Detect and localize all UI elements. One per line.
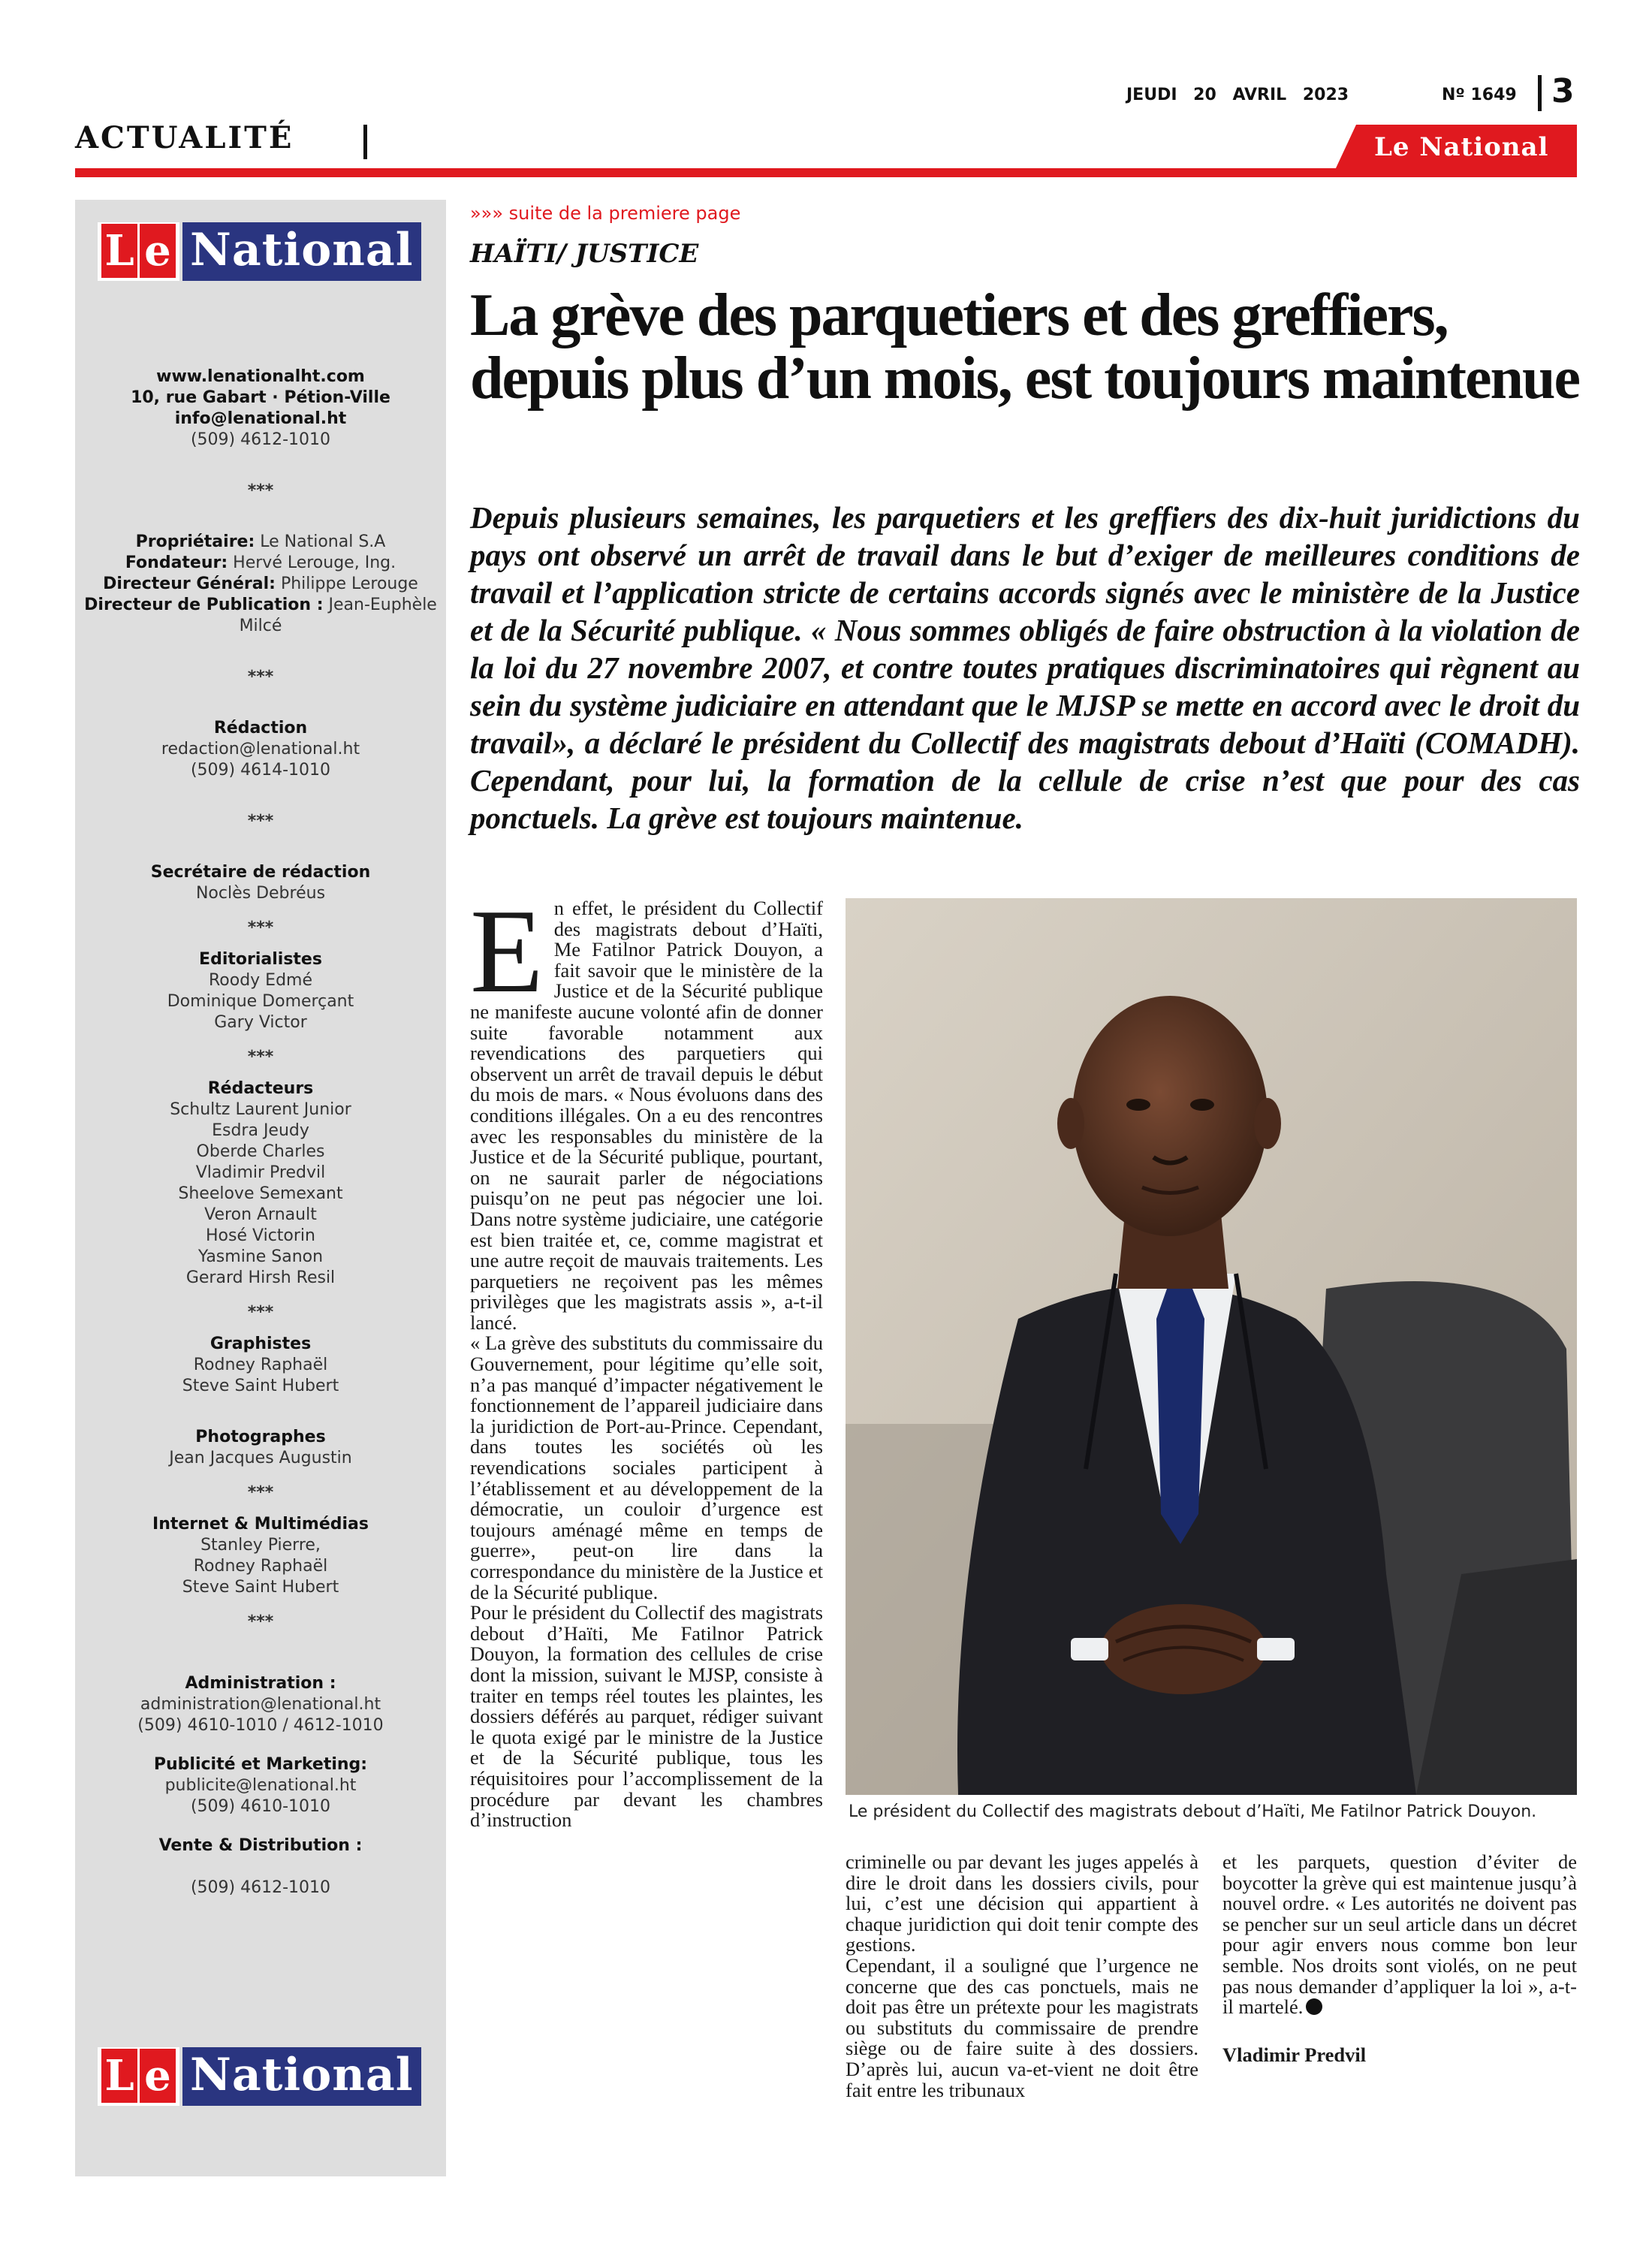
article-headline: La grève des parquetiers et des greffiers, depuis plus d’un mois, est toujours maintenue bbox=[470, 282, 1579, 412]
separator-stars: *** bbox=[247, 812, 274, 831]
issue-number: Nº 1649 bbox=[1442, 86, 1517, 104]
phone: (509) 4612-1010 bbox=[190, 430, 331, 449]
photographes-block: Photographes Jean Jacques Augustin bbox=[169, 1428, 352, 1467]
secretaire-block: Secrétaire de rédaction Noclès Debréus bbox=[150, 863, 371, 903]
drop-cap: E bbox=[470, 884, 544, 1018]
separator-stars: *** bbox=[247, 1483, 274, 1502]
logo-letter: L bbox=[101, 224, 137, 278]
header-separator bbox=[1538, 75, 1542, 111]
brand-name: Le National bbox=[1374, 132, 1549, 162]
photo-caption: Le président du Collectif des magistrats debout d’Haïti, Me Fatilnor Patrick Douyon. bbox=[849, 1802, 1537, 1821]
internet-block: Internet & Multimédias Stanley Pierre, Rodney Raphaël Steve Saint Hubert bbox=[152, 1515, 369, 1597]
masthead-sidebar bbox=[75, 200, 446, 2176]
paragraph: Pour le président du Collectif des magistrats debout d’Haïti, Me Fatilnor Patrick Douyon, la formation des cellules de crise dont la mission, suivant le MJSP, consiste à traiter en temps réel toutes les plaintes, les dossiers déférés au parquet, rédiger suivant le quota exigé par le ministre de la Justice et de la Sécurité publique, tous les réquisitoires pour l’accomplissement de la procédure par devant les chambres d’instruction bbox=[470, 1601, 823, 1832]
paragraph: criminelle ou par devant les juges appelés à dire le droit dans les dossiers civils, pour lui, c’est une décision qui appartient à chaque juridiction qui doit tenir compte des gestions. bbox=[846, 1850, 1198, 1956]
article-byline: Vladimir Predvil bbox=[1222, 2043, 1367, 2066]
logo-letter: e bbox=[140, 224, 176, 278]
editorialistes-block: Editorialistes Roody Edmé Dominique Domerçant Gary Victor bbox=[167, 950, 354, 1032]
email-link[interactable]: info@lenational.ht bbox=[174, 409, 347, 428]
separator-stars: *** bbox=[247, 481, 274, 500]
paragraph: En effet, le président du Collectif des magistrats debout d’Haïti, Me Fatilnor Patrick Douyon, a fait savoir que le ministère de la Justice et de la Sécurité publique ne manifeste aucune volonté afin de donner suite favorable notamment aux revendications des parquetiers qui observent un arrêt de travail depuis le début du mois de mars. « Nous évoluons dans des conditions illégales. On a eu des rencontres avec les responsables du ministère de la Justice et de la Sécurité publique, pourtant, on ne saurait parler de négociations puisqu’on ne peut pas négocier une loi. Dans notre système judiciaire, une catégorie est bien traitée et, ce, comme magistrat et une autre reçoit de mauvais traitements. Les parquetiers ne reçoivent pas les mêmes privilèges que les magistrats assis », a-t-il lancé. bbox=[470, 884, 823, 1334]
end-mark-icon bbox=[1306, 1998, 1322, 2015]
publicite-block: Publicité et Marketing: publicite@lenational.ht (509) 4610-1010 bbox=[75, 1754, 446, 1817]
website-link[interactable]: www.lenationalht.com bbox=[156, 367, 365, 386]
article-lead: Depuis plusieurs semaines, les parquetiers et les greffiers des dix-huit juridictions du pays ont observé un arrêt de travail dans le but d’exiger de meilleures conditions de travail et l’application stricte de certains accords signés avec le ministère de la Justice et de la Sécurité publique. « Nous sommes obligés de faire obstruction à la violation de la loi du 27 novembre 2007, et contre toutes pratiques discriminatoires qui règnent au sein du système judiciaire en attendant que le MJSP se mette en accord avec le droit du travail», a déclaré le président du Collectif des magistrats debout d’Haïti (COMADH). Cependant, pour lui, la formation de la cellule de crise n’est que pour des cas ponctuels. La grève est toujours maintenue. bbox=[470, 500, 1580, 835]
email-link[interactable]: redaction@lenational.ht bbox=[161, 740, 360, 759]
article-column-2 bbox=[846, 1852, 1198, 2101]
address: 10, rue Gabart · Pétion-Ville bbox=[131, 388, 390, 407]
logo-letter: L bbox=[101, 2049, 137, 2103]
page-number: 3 bbox=[1551, 72, 1575, 110]
vente-block: Vente & Distribution : (509) 4612-1010 bbox=[158, 1836, 363, 1897]
article-kicker: HAÏTI/ JUSTICE bbox=[470, 239, 699, 269]
article-column-1 bbox=[470, 884, 823, 1832]
paragraph: et les parquets, question d’éviter de boycotter la grève qui est maintenue jusqu’à nouvel ordre. « Les autorités ne doivent pas se pencher sur un seul article dans un décret pour agir envers nous comme bon leur semble. Nos droits sont violés, on ne peut pas nous demander d’appliquer la loi », a-t-il martelé. bbox=[1222, 1850, 1577, 2019]
administration-block: Administration : administration@lenational.ht (509) 4610-1010 / 4612-1010 bbox=[75, 1673, 446, 1736]
graphistes-block: Graphistes Rodney Raphaël Steve Saint Hubert bbox=[182, 1335, 339, 1395]
portrait-illustration bbox=[846, 898, 1577, 1795]
separator-stars: *** bbox=[247, 1048, 274, 1066]
section-title: ACTUALITÉ bbox=[75, 120, 294, 155]
email-link[interactable]: administration@lenational.ht bbox=[140, 1695, 381, 1714]
redacteurs-block: Rédacteurs Schultz Laurent Junior Esdra Jeudy Oberde Charles Vladimir Predvil Sheelove Semexant Veron Arnault Hosé Victorin Yasmine Sanon Gerard Hirsh Resil bbox=[170, 1079, 351, 1287]
article-photo bbox=[846, 898, 1577, 1795]
continued-from-link[interactable]: »»» suite de la premiere page bbox=[470, 203, 741, 224]
contact-block bbox=[75, 366, 446, 451]
separator-stars: *** bbox=[247, 1612, 274, 1631]
redaction-block: Rédaction redaction@lenational.ht (509) 4614-1010 bbox=[75, 718, 446, 781]
header-separator bbox=[363, 125, 367, 159]
separator-stars: *** bbox=[247, 668, 274, 686]
logo-letter: e bbox=[140, 2049, 176, 2103]
logo-wordmark: National bbox=[182, 222, 421, 281]
paragraph: « La grève des substituts du commissaire du Gouvernement, pour légitime qu’elle soit, n’a pas manqué d’impacter négativement le fonctionnement de l’appareil judiciaire dans la juridiction de Port-au-Prince. Cependant, dans toutes les sociétés où les revendications sociales participent à l’établissement et au développement de la démocratie, un couloir d’urgence est toujours aménagé même en temps de guerre», peut-on lire dans la correspondance du ministère de la Justice et de la Sécurité publique. bbox=[470, 1332, 823, 1603]
header-rule bbox=[75, 168, 1577, 177]
newspaper-logo bbox=[98, 222, 421, 281]
logo-wordmark: National bbox=[182, 2047, 421, 2106]
separator-stars: *** bbox=[247, 1303, 274, 1322]
paragraph: Cependant, il a souligné que l’urgence ne concerne que des cas ponctuels, mais ne doit pas être un prétexte pour les magistrats ou substituts du commissaire de prendre siège ou de faire suite à des dossiers. D’après lui, aucun va-et-vient ne doit être fait entre les tribunaux bbox=[846, 1953, 1198, 2101]
issue-date: JEUDI 20 AVRIL 2023 bbox=[1126, 86, 1349, 104]
separator-stars: *** bbox=[247, 918, 274, 937]
newspaper-logo bbox=[98, 2047, 421, 2106]
owners-block: Propriétaire: Le National S.A Fondateur: Hervé Lerouge, Ing. Directeur Général: Philippe Lerouge Directeur de Publication : Jean-Euphèle Milcé bbox=[84, 532, 437, 635]
article-column-3 bbox=[1222, 1852, 1577, 2065]
email-link[interactable]: publicite@lenational.ht bbox=[164, 1776, 357, 1795]
masthead-credits bbox=[75, 366, 446, 1929]
